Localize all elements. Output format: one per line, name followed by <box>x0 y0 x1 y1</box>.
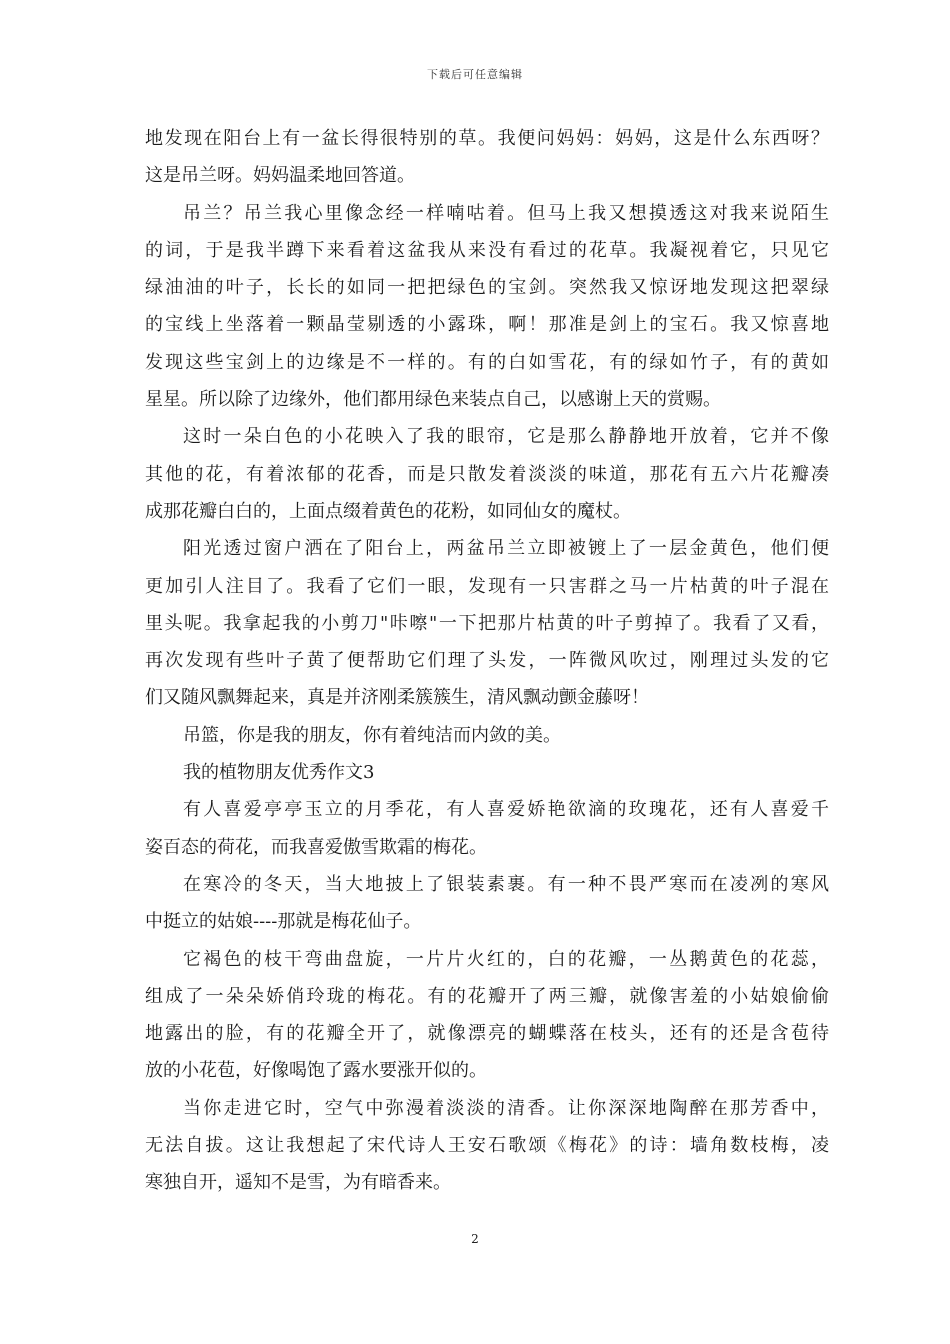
text-line: 当你走进它时，空气中弥漫着淡淡的清香。让你深深地陶醉在那芳香中， <box>183 1097 829 1119</box>
text-line: 星星。所以除了边缘外，他们都用绿色来装点自己，以感谢上天的赏赐。 <box>145 389 721 411</box>
text-line: 寒独自开，遥知不是雪，为有暗香来。 <box>145 1172 451 1194</box>
text-line: 有人喜爱亭亭玉立的月季花，有人喜爱娇艳欲滴的玫瑰花，还有人喜爱千 <box>183 799 829 821</box>
text-line: 们又随风飘舞起来，真是并济刚柔簇簇生，清风飘动颤金藤呀！ <box>145 687 649 709</box>
text-line: 地露出的脸，有的花瓣全开了，就像漂亮的蝴蝶落在枝头，还有的还是含苞待 <box>145 1023 829 1045</box>
text-line: 吊篮，你是我的朋友，你有着纯洁而内敛的美。 <box>183 724 561 746</box>
text-line: 成那花瓣白白的，上面点缀着黄色的花粉，如同仙女的魔杖。 <box>145 500 631 522</box>
text-line: 这是吊兰呀。妈妈温柔地回答道。 <box>145 165 415 187</box>
text-line: 发现这些宝剑上的边缘是不一样的。有的白如雪花，有的绿如竹子，有的黄如 <box>145 351 829 373</box>
text-line: 更加引人注目了。我看了它们一眼，发现有一只害群之马一片枯黄的叶子混在 <box>145 575 829 597</box>
text-line: 它褐色的枝干弯曲盘旋，一片片火红的，白的花瓣，一丛鹅黄色的花蕊， <box>183 948 829 970</box>
text-line: 里头呢。我拿起我的小剪刀"咔嚓"一下把那片枯黄的叶子剪掉了。我看了又看， <box>145 612 829 634</box>
page-header: 下载后可任意编辑 <box>427 68 523 81</box>
text-line: 的词，于是我半蹲下来看着这盆我从来没有看过的花草。我凝视着它，只见它 <box>145 239 829 261</box>
text-line: 其他的花，有着浓郁的花香，而是只散发着淡淡的味道，那花有五六片花瓣凑 <box>145 463 829 485</box>
text-line: 阳光透过窗户洒在了阳台上，两盆吊兰立即被镀上了一层金黄色，他们便 <box>183 538 829 560</box>
text-line: 放的小花苞，好像喝饱了露水要涨开似的。 <box>145 1060 487 1082</box>
text-line: 在寒冷的冬天，当大地披上了银装素裹。有一种不畏严寒而在凌冽的寒风 <box>183 873 829 895</box>
text-line: 再次发现有些叶子黄了便帮助它们理了头发，一阵微风吹过，刚理过头发的它 <box>145 650 829 672</box>
text-line: 地发现在阳台上有一盆长得很特别的草。我便问妈妈：妈妈，这是什么东西呀？ <box>145 128 829 149</box>
document-body <box>145 120 829 1202</box>
text-line: 吊兰？吊兰我心里像念经一样喃咕着。但马上我又想摸透这对我来说陌生 <box>183 202 829 224</box>
text-line: 我的植物朋友优秀作文3 <box>183 762 375 784</box>
page-number: 2 <box>471 1232 479 1246</box>
text-line: 姿百态的荷花，而我喜爱傲雪欺霜的梅花。 <box>145 836 487 858</box>
text-line: 无法自拔。这让我想起了宋代诗人王安石歌颂《梅花》的诗：墙角数枝梅，凌 <box>145 1135 829 1157</box>
text-line: 这时一朵白色的小花映入了我的眼帘，它是那么静静地开放着，它并不像 <box>183 426 829 448</box>
text-line: 的宝线上坐落着一颗晶莹剔透的小露珠，啊！那准是剑上的宝石。我又惊喜地 <box>145 314 829 336</box>
text-line: 绿油油的叶子，长长的如同一把把绿色的宝剑。突然我又惊讶地发现这把翠绿 <box>145 277 829 299</box>
text-line: 组成了一朵朵娇俏玲珑的梅花。有的花瓣开了两三瓣，就像害羞的小姑娘偷偷 <box>145 985 829 1007</box>
text-line: 中挺立的姑娘----那就是梅花仙子。 <box>145 911 422 933</box>
